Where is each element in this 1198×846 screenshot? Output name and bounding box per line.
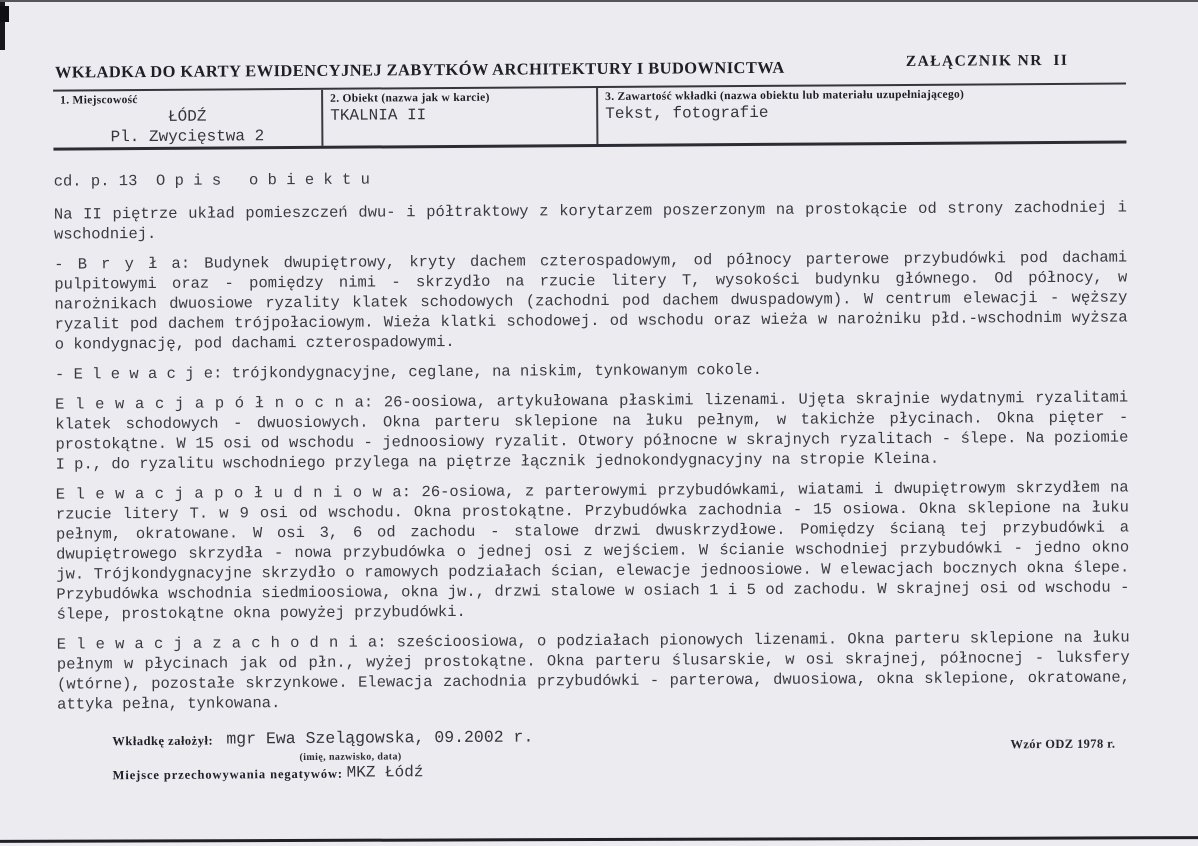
body-paragraph: E l e w a c j a p ó ł n o c n a: 26-oosiowa, artykułowana płaskimi lizenami. Ujęta skrajnie wydatnymi ryzalitami klatek schodowych - dwuosiowych. Okna parteru sklepione na łuku pełnym, w takichże płycinach. Okna pięter - prostokątne. W 15 osi od wschodu - jednoosiowy ryzalit. Otwory północne w skrajnych ryzalitach - ślepe. Na poziomie I p., do ryzalitu wschodniego przylega na piętrze łącznik jednokondygnacyjny na stropie Kleina. — [55, 388, 1129, 474]
field-value-line: ŁÓDŹ — [167, 107, 207, 126]
negatives-location-label: Miejsce przechowywania negatywów: — [112, 766, 344, 783]
negatives-location-value: MKZ Łódź — [346, 763, 424, 782]
field-label: 1. Miejscowość — [60, 94, 138, 107]
document-title: WKŁADKA DO KARTY EWIDENCYJNEJ ZABYTKÓW ARCHITEKTURY I BUDOWNICTWA — [54, 57, 785, 82]
form-version-label: Wzór ODZ 1978 r. — [1010, 736, 1116, 752]
field-zawartosc-wkladki — [598, 84, 1126, 144]
field-value-line: TKALNIA II — [330, 106, 427, 125]
body-paragraph: E l e w a c j a p o ł u d n i o w a: 26-osiowa, z parterowymi przybudówkami, wiatami i dwupiętrowym skrzydłem na rzucie litery T. w 9 osi od wschodu. Okna prostokątne. Przybudówka zachodnia - 15 osiowa. Okna sklepione na łuku pełnym, okratowane. W osi 3, 6 od zachodu - stalowe drzwi dwuskrzydłowe. Pomiędzy ścianą tej przybudówki a dwupiętrowego skrzydła - nowa przybudówka o jednej osi z wejściem. W ścianie wschodniej przybudówki - jedno okno jw. Trójkondygnacyjne skrzydło o ramowych podziałach ścian, elewacje jednoosiowe. W elewacjach bocznych okna ślepe. Przybudówka wschodnia siedmioosiowa, okna jw., drzwi stalowe w osiach 1 i 5 od zachodu. W skrajnej osi od wschodu - ślepe, prostokątne okna powyżej przybudówki. — [55, 478, 1130, 624]
field-miejscowosc — [53, 90, 321, 148]
form-table — [53, 82, 1126, 150]
typed-body — [54, 164, 1131, 724]
field-label: 2. Obiekt (nazwa jak w karcie) — [330, 91, 490, 105]
founder-value: mgr Ewa Szelągowska, 09.2002 r. — [226, 727, 534, 749]
body-paragraph: E l e w a c j a z a c h o d n i a: sześcioosiowa, o podziałach pionowych lizenami. Okna parteru sklepione na łuku pełnym w płycinach jak od płn., wyżej prostokątne. Okna parteru ślusarskie, w osi skrajnej, północnej - luksfery (wtórne), pozostałe skrzynkowe. Elewacja zachodnia przybudówki - parterowa, dwuosiowa, okna sklepione, okratowane, attyka pełna, tynkowana. — [56, 628, 1131, 714]
body-paragraph: - B r y ł a: Budynek dwupiętrowy, kryty dachem czterospadowym, od północy parterowe przybudówki pod dachami pulpitowymi oraz - pomiędzy nimi - skrzydło na rzucie litery T, wysokości budynku głównego. Od północy, w narożnikach dwuosiowe ryzality klatek schodowych (zachodni pod dachem dwuspadowym). W centrum elewacji - węższy ryzalit pod dachem trójpołaciowym. Wieża klatki schodowej. od wschodu oraz wieża w narożniku płd.-wschodnim wyższa o kondygnację, pod dachami czterospadowymi. — [54, 248, 1128, 354]
field-value-line: Tekst, fotografie — [605, 103, 769, 123]
section-heading: cd. p. 13 O p i s o b i e k t u — [53, 170, 370, 191]
field-obiekt — [321, 88, 598, 146]
attachment-number-label: ZAŁĄCZNIK NR II — [905, 51, 1069, 70]
body-paragraph: Na II piętrze układ pomieszczeń dwu- i półtraktowy z korytarzem poszerzonym na prostokącie od strony zachodniej i wschodniej. — [53, 198, 1127, 244]
founder-label: Wkładkę założył: — [112, 733, 214, 749]
body-paragraph: - E l e w a c j e: trójkondygnacyjne, ceglane, na niskim, tynkowanym cokole. — [54, 360, 762, 384]
founder-note: (imię, nazwisko, data) — [299, 751, 402, 763]
field-label: 3. Zawartość wkładki (nazwa obiektu lub materiału uzupełniającego) — [605, 88, 965, 103]
field-value-line: Pl. Zwycięstwa 2 — [110, 127, 265, 147]
